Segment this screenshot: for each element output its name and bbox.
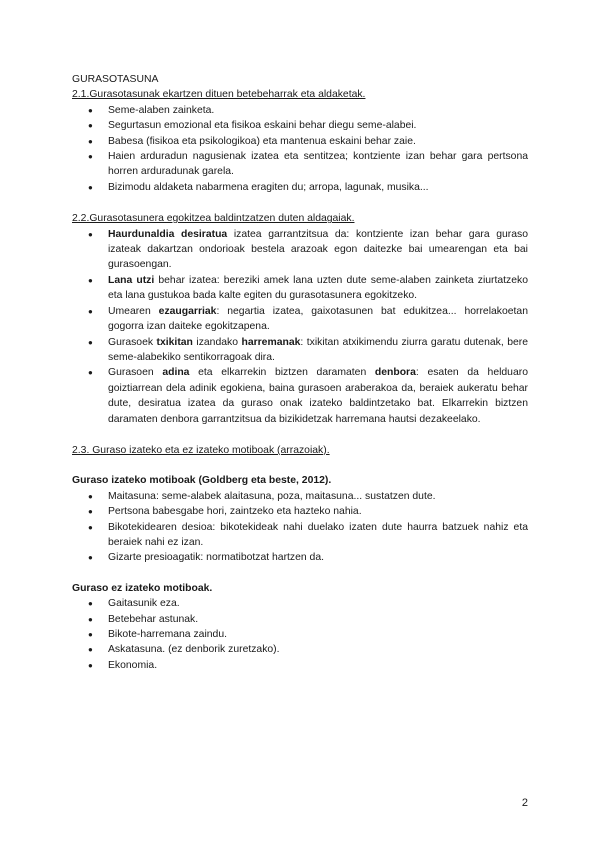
list-item: ● Bizimodu aldaketa nabarmena eragiten du; arropa, lagunak, musika... [72, 180, 528, 195]
section-2-1-list [72, 103, 528, 195]
bold-term: denbora [374, 367, 416, 379]
item-prefix: Gurasoen [108, 367, 163, 379]
bold-term: Lana utzi [108, 274, 155, 286]
section-2-1-heading: 2.1.Gurasotasunak ekartzen dituen betebeharrak eta aldaketak. [72, 89, 366, 101]
item-middle: eta elkarrekin biztzen daramaten [189, 367, 375, 379]
page-title: GURASOTASUNA [72, 74, 159, 85]
bold-term: harremanak [241, 336, 301, 348]
list-item: ● Maitasuna: seme-alabek alaitasuna, poza, maitasuna... sustatzen dute. [72, 489, 528, 504]
section-2-2-list [72, 227, 528, 427]
reasons-for-heading: Guraso izateko motiboak (Goldberg eta beste, 2012). [72, 475, 332, 487]
bold-term: txikitan [156, 336, 193, 348]
item-text: : esaten da helduaro goiztiarrean dela adinik egokiena, baina gurasoen araberakoa da, beraiek aukeratu behar dute, desiratua izatea da guraso onak izateko baldintzetako bat. Elkarrekin biztzen daramaten denbora garrantzitsua da bizikidetzak harremana hautsi dezakeelako. [108, 367, 528, 425]
list-item: ● Bikote-harremana zaindu. [72, 627, 528, 642]
reasons-against-heading: Guraso ez izateko motiboak. [72, 582, 213, 594]
item-text: : txikitan atxikimendu ziurra garatu dutenak, bere seme-alabekiko sentikorragoak dira. [108, 336, 528, 363]
reasons-for-list [72, 489, 528, 566]
list-item [72, 335, 528, 366]
list-item: ● Askatasuna. (ez denborik zuretzako). [72, 642, 528, 657]
bold-term: ezaugarriak [158, 305, 217, 317]
item-text: behar izatea: bereziki amek lana uzten dute seme-alaben zainketa ziurtatzeko eta lana gustukoa bada kalte egiten du gurasotasunera egokitzeko. [108, 274, 528, 302]
list-item: ● Betebehar astunak. [72, 612, 528, 627]
list-item: ● Babesa (fisikoa eta psikologikoa) eta mantenua eskaini behar zaie. [72, 134, 528, 149]
list-item: ● Seme-alaben zainketa. [72, 103, 528, 118]
list-item: ● Haien arduradun nagusienak izatea eta sentitzea; kontziente izan behar gara pertsona horren arduradunak garela. [72, 149, 528, 180]
list-item [72, 365, 528, 427]
section-2-3-heading: 2.3. Guraso izateko eta ez izateko motiboak (arrazoiak). [72, 444, 330, 456]
item-text: : negartia izatea, gaixotasunen bat edukitzea... horrelakoetan gogorra izan daiteke egokitzapena. [108, 305, 528, 333]
page-number: 2 [521, 797, 528, 809]
bold-term: Haurdunaldia desiratua [108, 228, 228, 240]
list-item: ● Segurtasun emozional eta fisikoa eskaini behar diegu seme-alabei. [72, 118, 528, 133]
item-middle: izandako [192, 336, 242, 348]
list-item: ● Gaitasunik eza. [72, 596, 528, 611]
page-content [72, 72, 528, 673]
section-2-2-heading: 2.2.Gurasotasunera egokitzea baldintzatzen duten aldagaiak. [72, 213, 355, 225]
list-item [72, 227, 528, 273]
list-item [72, 273, 528, 304]
list-item: ● Bikotekidearen desioa: bikotekideak nahi duelako izaten dute haurra batzuek nahiz eta beraiek nahi ez izan. [72, 520, 528, 551]
list-item [72, 304, 528, 335]
list-item: ● Pertsona babesgabe hori, zaintzeko eta hazteko nahia. [72, 504, 528, 519]
item-prefix: Umearen [108, 305, 159, 317]
item-prefix: Gurasoek [108, 336, 157, 348]
item-text: izatea garrantzitsua da: kontziente izan behar gara guraso izateak dakartzan ondorioak bestela arazoak egon daitezke bai umearengan eta bai gurasoengan. [108, 228, 528, 271]
list-item: ● Gizarte presioagatik: normatibotzat hartzen da. [72, 550, 528, 565]
list-item: ● Ekonomia. [72, 658, 528, 673]
reasons-against-list [72, 596, 528, 673]
bold-term: adina [162, 367, 190, 379]
